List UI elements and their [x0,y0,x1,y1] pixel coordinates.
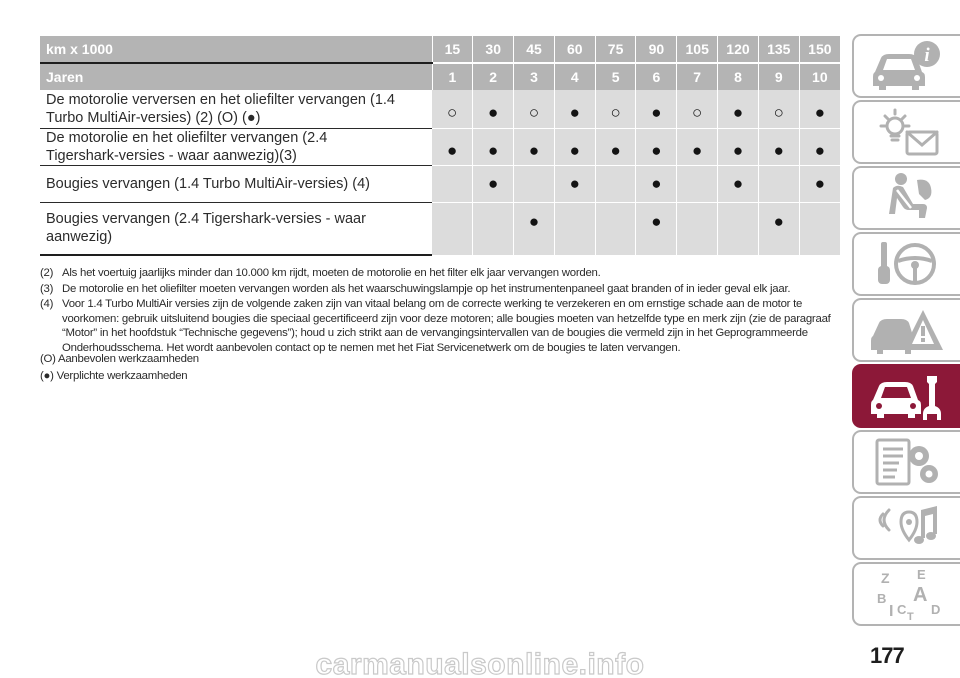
tab-emergency[interactable] [852,298,960,362]
schedule-cell [718,202,759,255]
schedule-mark: ● [569,102,580,122]
warning-lights-message-icon [867,104,947,160]
km-value: 150 [799,36,840,63]
alphabetical-index-icon [867,566,947,622]
schedule-mark: ● [569,140,580,160]
schedule-cell [432,128,473,165]
footnote-text: De motorolie en het oliefilter moeten vervangen worden als het waarschuwingslampje op het instrumentenpaneel gaat branden of in ieder geval elk jaar. [62,282,791,295]
schedule-mark: ○ [610,102,621,122]
schedule-cell [473,128,514,165]
technical-data-gears-icon [867,434,947,490]
schedule-mark: ● [814,173,825,193]
schedule-cell [514,90,555,128]
schedule-cell [718,90,759,128]
svg-text:Z: Z [881,570,890,586]
tab-multimedia[interactable] [852,496,960,560]
schedule-mark: ● [732,140,744,160]
watermark: carmanualsonline.info [315,648,645,678]
row-label: De motorolie en het oliefilter vervangen (2.4 Tigershark-versies - waar aanwezig)(3) [40,128,432,165]
year-value: 8 [718,63,759,90]
schedule-cell [432,90,473,128]
row-label: Bougies vervangen (2.4 Tigershark-versies - waar aanwezig) [40,202,432,255]
footnote-text: Voor 1.4 Turbo MultiAir versies zijn de volgende zaken zijn van vitaal belang om de correcte werking te verzekeren en om ernstige schade aan de motor te voorkomen: gebruik uitsluitend bougies die speciaal gecertificeerd zijn voor deze motoren; alle bougies moeten van hetzelfde type en merk zijn (zie de paragraaf “Motor” in het hoofdstuk “Technische gegevens”); houd u zich strikt aan de vervangingsintervallen van de bougies die vermeld zijn in het Geprogrammeerde Onderhoudsschema. Het wordt aanbevolen contact op te nemen met het Fiat Servicenetwerk om de bougies te laten vervangen. [62,298,831,354]
svg-text:B: B [877,591,887,606]
schedule-cell [432,165,473,202]
footnote-number: (3) [40,282,54,295]
year-value: 4 [554,63,595,90]
table-row [40,202,840,255]
schedule-mark: ● [732,173,744,193]
year-value: 5 [595,63,636,90]
schedule-mark: ● [732,102,744,122]
table-row [40,165,840,202]
table-row [40,128,840,165]
legend-recommended: (O) Aanbevolen werkzaamheden [40,352,199,365]
car-info-icon [867,38,947,94]
year-value: 2 [473,63,514,90]
svg-text:A: A [913,584,928,606]
schedule-cell [758,90,799,128]
schedule-cell [636,165,677,202]
schedule-cell [636,128,677,165]
km-value: 90 [636,36,677,63]
tab-starting-driving[interactable] [852,232,960,296]
svg-text:C: C [897,602,907,617]
schedule-mark: ● [488,102,499,122]
year-value: 6 [636,63,677,90]
tab-safety[interactable] [852,166,960,230]
schedule-cell [636,202,677,255]
table-row [40,90,840,128]
tab-warning-lights[interactable] [852,100,960,164]
breakdown-warning-triangle-icon [867,302,947,358]
schedule-cell [473,165,514,202]
year-value: 7 [677,63,718,90]
schedule-cell [758,128,799,165]
km-value: 75 [595,36,636,63]
schedule-mark: ● [814,102,825,122]
schedule-cell [799,90,840,128]
footnote-text: Als het voertuig jaarlijks minder dan 10.000 km rijdt, moeten de motorolie en het filter elk jaar vervangen worden. [62,267,601,279]
multimedia-music-icon [867,500,947,556]
km-value: 15 [432,36,473,63]
schedule-cell [595,90,636,128]
schedule-mark: ● [773,140,784,160]
schedule-mark: ○ [447,102,458,122]
footnote-number: (2) [40,267,54,279]
row-label: Bougies vervangen (1.4 Turbo MultiAir-versies) (4) [40,165,432,202]
schedule-cell [758,165,799,202]
schedule-mark: ● [692,140,703,160]
schedule-mark: ○ [528,102,540,122]
schedule-mark: ● [651,173,662,193]
svg-text:D: D [931,602,941,617]
schedule-cell [514,128,555,165]
tab-maintenance[interactable] [852,364,960,428]
schedule-cell [595,202,636,255]
schedule-cell [432,202,473,255]
schedule-mark: ● [528,211,540,231]
schedule-mark: ● [651,140,662,160]
tab-index[interactable] [852,562,960,626]
year-value: 10 [799,63,840,90]
schedule-mark: ● [488,173,499,193]
tab-car-info[interactable] [852,34,960,98]
key-steering-wheel-icon [867,236,947,292]
schedule-cell [718,165,759,202]
schedule-cell [554,128,595,165]
svg-text:T: T [907,611,914,622]
maintenance-schedule-table [40,36,840,256]
km-value: 30 [473,36,514,63]
schedule-mark: ● [610,140,621,160]
svg-text:i: i [924,45,930,66]
schedule-cell [554,90,595,128]
schedule-cell [636,90,677,128]
schedule-mark: ● [651,211,662,231]
schedule-mark: ○ [773,102,784,122]
schedule-cell [799,165,840,202]
schedule-cell [677,90,718,128]
schedule-cell [677,128,718,165]
footnote [40,297,840,355]
footnote [40,266,840,281]
km-header-row [40,36,840,63]
schedule-cell [473,90,514,128]
year-value: 9 [758,63,799,90]
schedule-cell [677,202,718,255]
schedule-cell [514,165,555,202]
footnote [40,282,840,297]
km-value: 120 [718,36,759,63]
schedule-mark: ● [569,173,580,193]
schedule-mark: ● [528,140,540,160]
legend-mandatory: (●) Verplichte werkzaamheden [40,370,188,383]
schedule-cell [758,202,799,255]
schedule-mark: ● [773,211,784,231]
schedule-cell [718,128,759,165]
schedule-mark: ● [651,102,662,122]
schedule-cell [595,165,636,202]
page-number: 177 [870,643,904,668]
schedule-mark: ● [447,140,458,160]
schedule-mark: ● [488,140,499,160]
schedule-cell [514,202,555,255]
km-value: 45 [514,36,555,63]
schedule-mark: ● [814,140,825,160]
year-value: 1 [432,63,473,90]
km-value: 105 [677,36,718,63]
svg-text:I: I [889,603,894,620]
row-label: De motorolie verversen en het oliefilter vervangen (1.4 Turbo MultiAir-versies) (2) (O) (●) [40,90,432,128]
schedule-cell [799,128,840,165]
years-header-row [40,63,840,90]
km-value: 60 [554,36,595,63]
schedule-cell [799,202,840,255]
car-maintenance-wrench-icon [867,368,947,424]
years-header-label: Jaren [40,63,432,90]
seat-airbag-icon [867,170,947,226]
schedule-cell [554,202,595,255]
schedule-cell [677,165,718,202]
schedule-mark: ○ [692,102,703,122]
footnotes [40,266,840,384]
year-value: 3 [514,63,555,90]
footnote-number: (4) [40,298,54,311]
tab-technical-data[interactable] [852,430,960,494]
km-header-label: km x 1000 [40,36,432,63]
schedule-cell [595,128,636,165]
km-value: 135 [758,36,799,63]
schedule-cell [554,165,595,202]
svg-text:E: E [917,567,926,582]
schedule-cell [473,202,514,255]
